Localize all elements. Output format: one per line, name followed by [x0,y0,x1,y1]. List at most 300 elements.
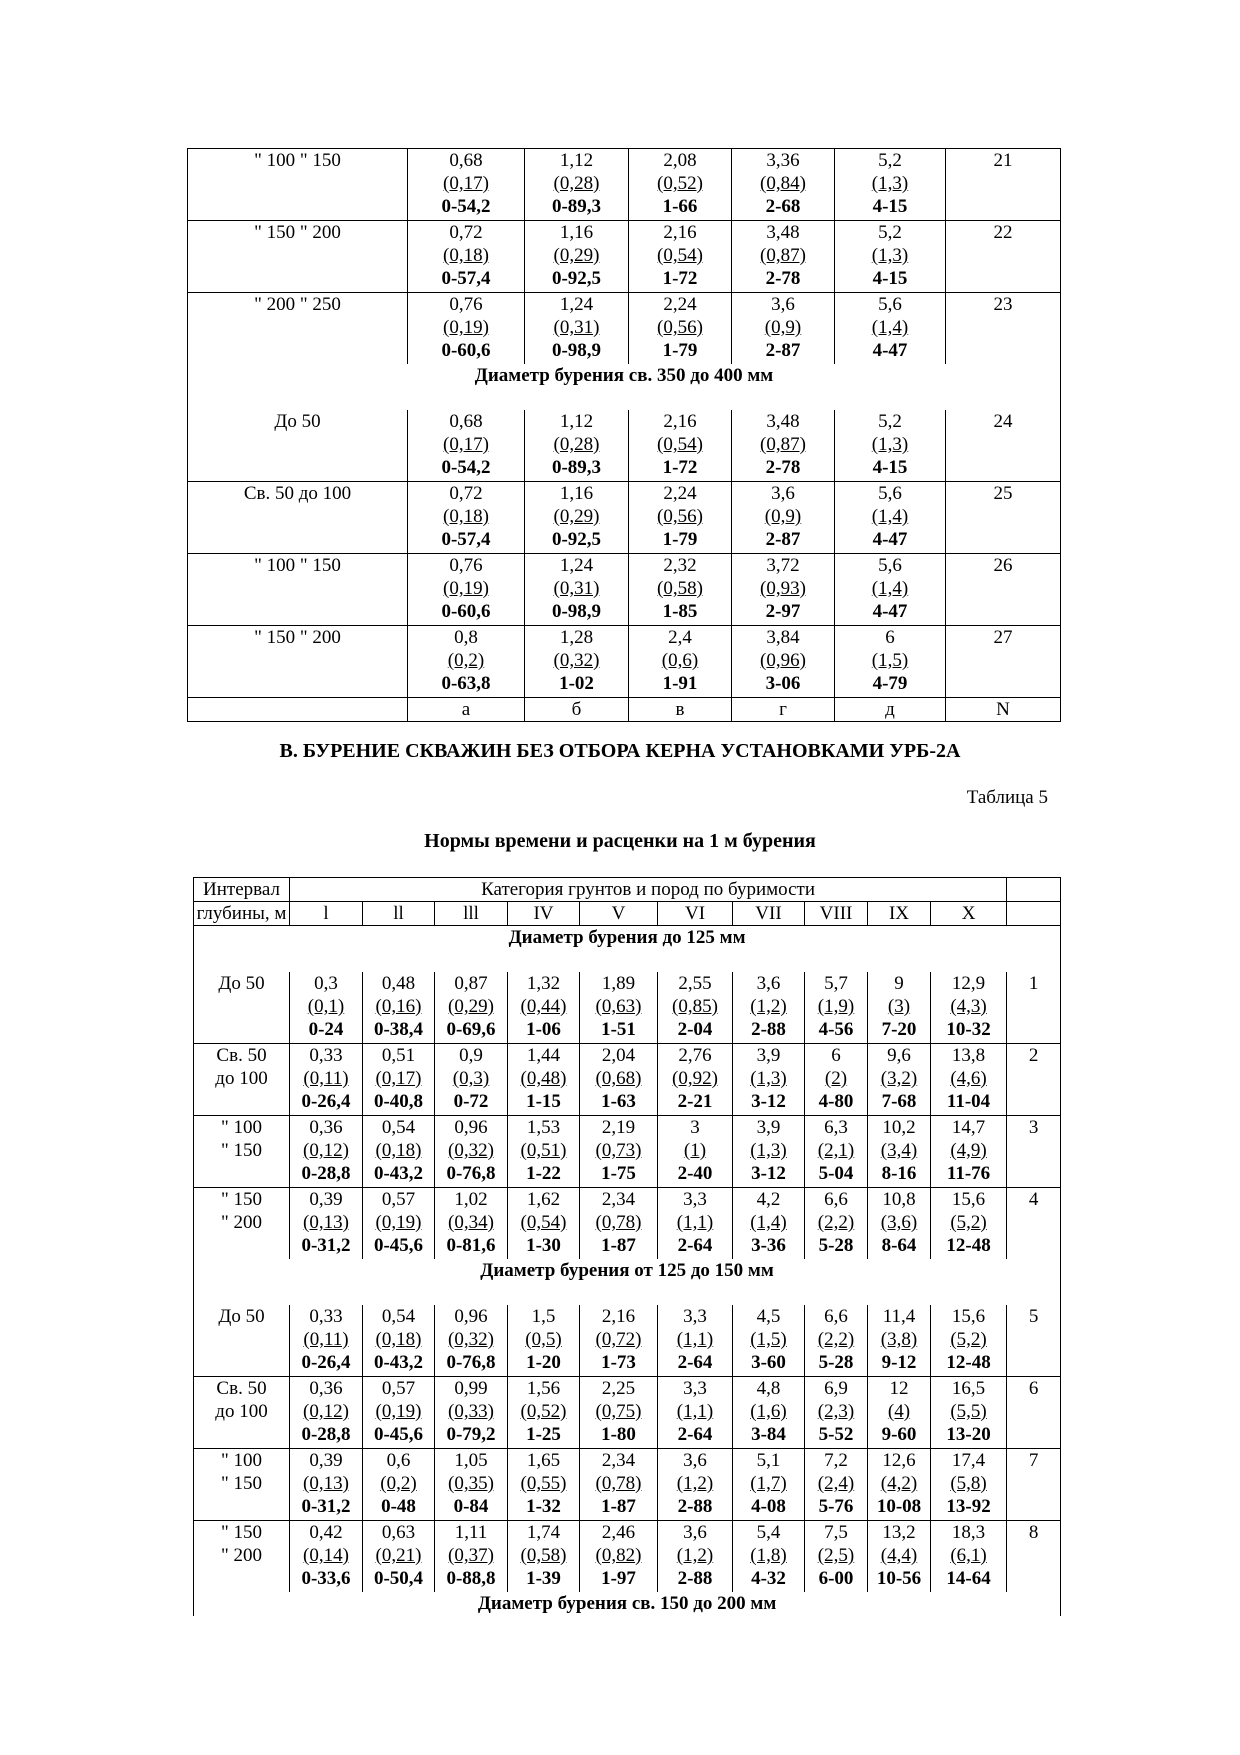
category-header: l [290,902,363,926]
time-norm: 1,16 [559,222,594,243]
value-cell [363,1305,435,1377]
time-norm: 3,6 [771,483,795,504]
rate: 0-88,8 [446,1568,496,1589]
time-norm: 15,6 [951,1306,986,1327]
time-norm: 5,4 [756,1522,781,1543]
labor-norm: (0,68) [595,1068,642,1089]
labor-norm: (0,28) [553,173,600,194]
rate: 5-28 [818,1352,854,1373]
labor-norm: (0,19) [443,578,489,599]
value-cell [363,972,435,1044]
time-norm: 0,57 [381,1378,416,1399]
labor-norm: (0,54) [657,245,703,266]
value-cell [835,293,946,365]
table-row [194,1116,1061,1188]
footer-label: б [525,698,629,722]
rate: 5-28 [818,1235,854,1256]
interval-cell: До 50 [188,410,408,482]
header-n [1007,878,1061,902]
time-norm: 4,5 [756,1306,781,1327]
rate: 4-79 [872,673,908,694]
time-norm: 2,34 [601,1189,636,1210]
labor-norm: (4,9) [950,1140,987,1161]
time-norm: 13,2 [882,1522,916,1543]
rate: 0-50,4 [373,1568,424,1589]
labor-norm: (0,84) [760,173,806,194]
value-cell [835,482,946,554]
value-cell [580,972,658,1044]
labor-norm: (1,2) [750,996,787,1017]
labor-norm: (4,3) [950,996,987,1017]
value-cell [732,554,835,626]
labor-norm: (4,6) [950,1068,987,1089]
value-cell [733,1305,805,1377]
value-cell [435,1521,508,1593]
rate: 0-31,2 [301,1235,351,1256]
time-norm: 6 [831,1045,841,1066]
value-cell [733,1521,805,1593]
time-norm: 5,2 [878,150,902,171]
time-norm: 3,72 [766,555,800,576]
value-cell [868,1188,931,1260]
category-header: V [580,902,658,926]
time-norm: 1,74 [526,1522,561,1543]
rate: 7-68 [881,1091,917,1112]
time-norm: 0,33 [309,1045,343,1066]
time-norm: 17,4 [951,1450,986,1471]
table-row [188,149,1061,221]
value-cell [508,972,580,1044]
value-cell [525,293,629,365]
time-norm: 3 [690,1117,700,1138]
section-title: Диаметр бурения от 125 до 150 мм [194,1259,1061,1305]
value-cell [580,1188,658,1260]
labor-norm: (1,7) [750,1473,787,1494]
value-cell [868,1449,931,1521]
rate: 1-79 [662,340,698,361]
rate: 0-43,2 [373,1163,424,1184]
rate: 1-80 [601,1424,636,1445]
value-cell [525,482,629,554]
labor-norm: (0,12) [303,1140,349,1161]
interval-cell [194,1305,290,1377]
rate: 1-22 [526,1163,561,1184]
time-norm: 2,16 [601,1306,636,1327]
rate: 0-76,8 [446,1163,496,1184]
labor-norm: (0,2) [447,650,485,671]
time-norm: 1,65 [526,1450,561,1471]
rate: 0-28,8 [301,1424,351,1445]
value-cell [435,972,508,1044]
rate: 0-63,8 [441,673,491,694]
time-norm: 3,9 [756,1045,781,1066]
header-interval-depth: глубины, м [194,902,290,926]
section-title: Диаметр бурения до 125 мм [194,926,1061,973]
value-cell [525,149,629,221]
interval-line: Св. 50 [216,1045,267,1066]
value-cell [629,149,732,221]
time-norm: 0,36 [309,1117,343,1138]
table-row [188,410,1061,482]
rate: 1-30 [526,1235,561,1256]
time-norm: 0,6 [386,1450,411,1471]
value-cell [435,1377,508,1449]
rate: 2-78 [765,268,801,289]
rate: 2-64 [677,1424,713,1445]
time-norm: 3,6 [771,294,795,315]
time-norm: 9,6 [887,1045,911,1066]
interval-cell [194,1188,290,1260]
time-norm: 0,76 [449,555,483,576]
time-norm: 13,8 [951,1045,986,1066]
labor-norm: (3,6) [880,1212,918,1233]
category-header: lll [435,902,508,926]
time-norm: 1,12 [559,150,594,171]
labor-norm: (0,93) [760,578,806,599]
labor-norm: (0,29) [448,996,494,1017]
time-norm: 5,2 [878,411,902,432]
rate: 2-88 [677,1568,713,1589]
rate: 4-47 [872,529,908,550]
rate: 3-60 [751,1352,786,1373]
value-cell [733,1377,805,1449]
time-norm: 3,6 [683,1522,707,1543]
time-norm: 1,11 [454,1522,488,1543]
row-number: 8 [1007,1521,1061,1593]
rate: 3-12 [751,1091,786,1112]
interval-line: До 50 [218,973,265,994]
rate: 0-24 [308,1019,344,1040]
value-cell [580,1449,658,1521]
labor-norm: (0,51) [520,1140,567,1161]
value-cell [629,482,732,554]
row-number: 24 [946,410,1061,482]
time-norm: 0,3 [314,973,338,994]
rate: 0-43,2 [373,1352,424,1373]
rate: 1-79 [662,529,698,550]
labor-norm: (3,8) [880,1329,918,1350]
rate: 1-72 [662,457,698,478]
rate: 0-89,3 [551,457,602,478]
labor-norm: (0,37) [448,1545,494,1566]
labor-norm: (2,3) [817,1401,855,1422]
time-norm: 10,2 [882,1117,916,1138]
labor-norm: (0,5) [525,1329,562,1350]
rate: 1-91 [662,673,698,694]
value-cell [835,221,946,293]
time-norm: 1,32 [526,973,561,994]
interval-line: " 150 [220,1473,262,1494]
value-cell [435,1188,508,1260]
labor-norm: (2,2) [817,1329,855,1350]
rate: 2-04 [677,1019,713,1040]
value-cell [290,972,363,1044]
time-norm: 2,16 [663,411,697,432]
labor-norm: (0,73) [595,1140,642,1161]
labor-norm: (1,9) [817,996,855,1017]
time-norm: 3,3 [683,1189,707,1210]
value-cell [805,1305,868,1377]
value-cell [868,1116,931,1188]
value-cell [290,1521,363,1593]
time-norm: 3,36 [766,150,800,171]
value-cell [290,1188,363,1260]
rate: 1-51 [601,1019,636,1040]
rate: 1-63 [601,1091,636,1112]
interval-line: " 150 [220,1189,262,1210]
labor-norm: (1,1) [676,1329,714,1350]
rate: 3-12 [751,1163,786,1184]
section-row [194,1592,1061,1616]
value-cell [868,1521,931,1593]
time-norm: 1,5 [531,1306,556,1327]
value-cell [805,1188,868,1260]
rate: 0-26,4 [301,1352,351,1373]
labor-norm: (4,4) [880,1545,918,1566]
labor-norm: (0,48) [520,1068,567,1089]
value-cell [408,221,525,293]
time-norm: 12,9 [951,973,986,994]
rate: 4-32 [751,1568,786,1589]
rate: 4-47 [872,340,908,361]
rate: 1-02 [559,673,594,694]
rate: 10-56 [876,1568,922,1589]
time-norm: 5,2 [878,222,902,243]
value-cell [835,626,946,698]
interval-cell: Св. 50 до 100 [188,482,408,554]
interval-line: " 200 [220,1545,262,1566]
time-norm: 1,24 [559,555,594,576]
interval-cell: " 100 " 150 [188,149,408,221]
labor-norm: (0,18) [443,245,489,266]
category-header: IX [868,902,931,926]
rate: 2-68 [765,196,801,217]
rate: 1-87 [601,1496,636,1517]
rate: 0-57,4 [441,268,491,289]
labor-norm: (0,16) [375,996,422,1017]
value-cell [525,626,629,698]
rate: 9-60 [881,1424,917,1445]
value-cell [408,410,525,482]
row-number: 6 [1007,1377,1061,1449]
value-cell [363,1188,435,1260]
footer-label: д [835,698,946,722]
value-cell [658,1305,733,1377]
value-cell [805,1449,868,1521]
time-norm: 18,3 [951,1522,986,1543]
rate: 0-89,3 [551,196,602,217]
rate: 1-25 [526,1424,561,1445]
table-row [188,626,1061,698]
rate: 2-88 [677,1496,713,1517]
section-heading: В. БУРЕНИЕ СКВАЖИН БЕЗ ОТБОРА КЕРНА УСТАНОВКАМИ УРБ-2А [279,740,961,762]
time-norm: 0,54 [381,1117,416,1138]
time-norm: 4,8 [756,1378,781,1399]
rate: 4-56 [818,1019,854,1040]
labor-norm: (5,8) [950,1473,987,1494]
interval-cell [194,1521,290,1593]
value-cell [580,1305,658,1377]
time-norm: 2,24 [663,294,697,315]
row-number: 26 [946,554,1061,626]
labor-norm: (0,52) [520,1401,567,1422]
table-row [194,1188,1061,1260]
value-cell [805,1377,868,1449]
rate: 9-12 [881,1352,917,1373]
labor-norm: (0,11) [303,1329,349,1350]
rate: 2-21 [677,1091,713,1112]
row-number: 23 [946,293,1061,365]
labor-norm: (0,6) [661,650,699,671]
value-cell [629,410,732,482]
rate: 5-04 [818,1163,854,1184]
time-norm: 3,3 [683,1306,707,1327]
rate: 1-06 [526,1019,561,1040]
rate: 1-15 [526,1091,561,1112]
value-cell [629,293,732,365]
labor-norm: (1,3) [750,1068,787,1089]
time-norm: 2,16 [663,222,697,243]
labor-norm: (5,5) [950,1401,987,1422]
value-cell [931,1044,1007,1116]
interval-cell: " 150 " 200 [188,626,408,698]
interval-cell [194,1449,290,1521]
time-norm: 5,6 [878,294,902,315]
time-norm: 2,25 [601,1378,636,1399]
time-norm: 12,6 [882,1450,916,1471]
time-norm: 0,36 [309,1378,343,1399]
value-cell [363,1116,435,1188]
rate: 4-15 [872,457,908,478]
labor-norm: (0,58) [657,578,703,599]
rate: 12-48 [946,1352,991,1373]
time-norm: 0,68 [449,150,483,171]
rate: 1-72 [662,268,698,289]
labor-norm: (0,17) [375,1068,422,1089]
footer-label: в [629,698,732,722]
value-cell [658,1521,733,1593]
time-norm: 14,7 [951,1117,986,1138]
rate: 1-97 [601,1568,636,1589]
rate: 2-64 [677,1352,713,1373]
labor-norm: (0,55) [520,1473,567,1494]
time-norm: 0,96 [454,1117,488,1138]
labor-norm: (0,28) [553,434,600,455]
rate: 4-15 [872,268,908,289]
time-norm: 16,5 [951,1378,986,1399]
value-cell [658,1116,733,1188]
value-cell [435,1044,508,1116]
time-norm: 0,9 [459,1045,483,1066]
time-norm: 6,6 [824,1306,848,1327]
labor-norm: (0,33) [448,1401,494,1422]
category-header: X [931,902,1007,926]
labor-norm: (0,17) [443,434,489,455]
rate: 11-04 [946,1091,991,1112]
time-norm: 12 [889,1378,909,1399]
time-norm: 0,68 [449,411,483,432]
value-cell [629,626,732,698]
value-cell [868,1377,931,1449]
time-norm: 5,6 [878,555,902,576]
value-cell [733,1188,805,1260]
rate: 13-20 [946,1424,991,1445]
interval-line: " 200 [220,1212,262,1233]
value-cell [580,1521,658,1593]
labor-norm: (0,87) [760,245,806,266]
labor-norm: (1,1) [676,1401,714,1422]
table-row [188,482,1061,554]
value-cell [435,1116,508,1188]
labor-norm: (4,2) [880,1473,918,1494]
time-norm: 3,6 [756,973,781,994]
value-cell [580,1044,658,1116]
category-header: VIII [805,902,868,926]
time-norm: 15,6 [951,1189,986,1210]
time-norm: 3,3 [683,1378,707,1399]
rate: 2-78 [765,457,801,478]
time-norm: 10,8 [882,1189,916,1210]
rate: 0-40,8 [373,1091,424,1112]
value-cell [363,1044,435,1116]
labor-norm: (0,85) [672,996,718,1017]
labor-norm: (1,5) [750,1329,787,1350]
time-norm: 0,54 [381,1306,416,1327]
labor-norm: (1,4) [871,578,909,599]
rate: 1-87 [601,1235,636,1256]
labor-norm: (1,3) [871,173,909,194]
rate: 4-47 [872,601,908,622]
labor-norm: (4) [887,1401,911,1422]
value-cell [732,482,835,554]
time-norm: 0,96 [454,1306,488,1327]
value-cell [435,1449,508,1521]
value-cell [363,1521,435,1593]
row-number: 1 [1007,972,1061,1044]
time-norm: 0,39 [309,1189,343,1210]
value-cell [508,1188,580,1260]
value-cell [805,1044,868,1116]
value-cell [290,1377,363,1449]
rate: 2-87 [765,340,801,361]
rate: 10-08 [876,1496,922,1517]
value-cell [658,1449,733,1521]
time-norm: 0,57 [381,1189,416,1210]
footer-empty [188,698,408,722]
time-norm: 1,89 [601,973,636,994]
norms-table-continuation [187,148,1061,722]
labor-norm: (0,72) [595,1329,642,1350]
rate: 0-72 [453,1091,489,1112]
value-cell [931,1377,1007,1449]
time-norm: 2,4 [668,627,692,648]
value-cell [732,149,835,221]
interval-cell: " 200 " 250 [188,293,408,365]
time-norm: 2,08 [663,150,697,171]
labor-norm: (1,6) [750,1401,787,1422]
labor-norm: (0,32) [448,1329,494,1350]
rate: 2-40 [677,1163,713,1184]
section-row [188,364,1061,410]
rate: 3-84 [751,1424,786,1445]
row-number: 4 [1007,1188,1061,1260]
value-cell [580,1116,658,1188]
time-norm: 3,9 [756,1117,781,1138]
value-cell [732,626,835,698]
labor-norm: (0,1) [307,996,345,1017]
labor-norm: (5,2) [950,1329,987,1350]
time-norm: 6,9 [824,1378,848,1399]
